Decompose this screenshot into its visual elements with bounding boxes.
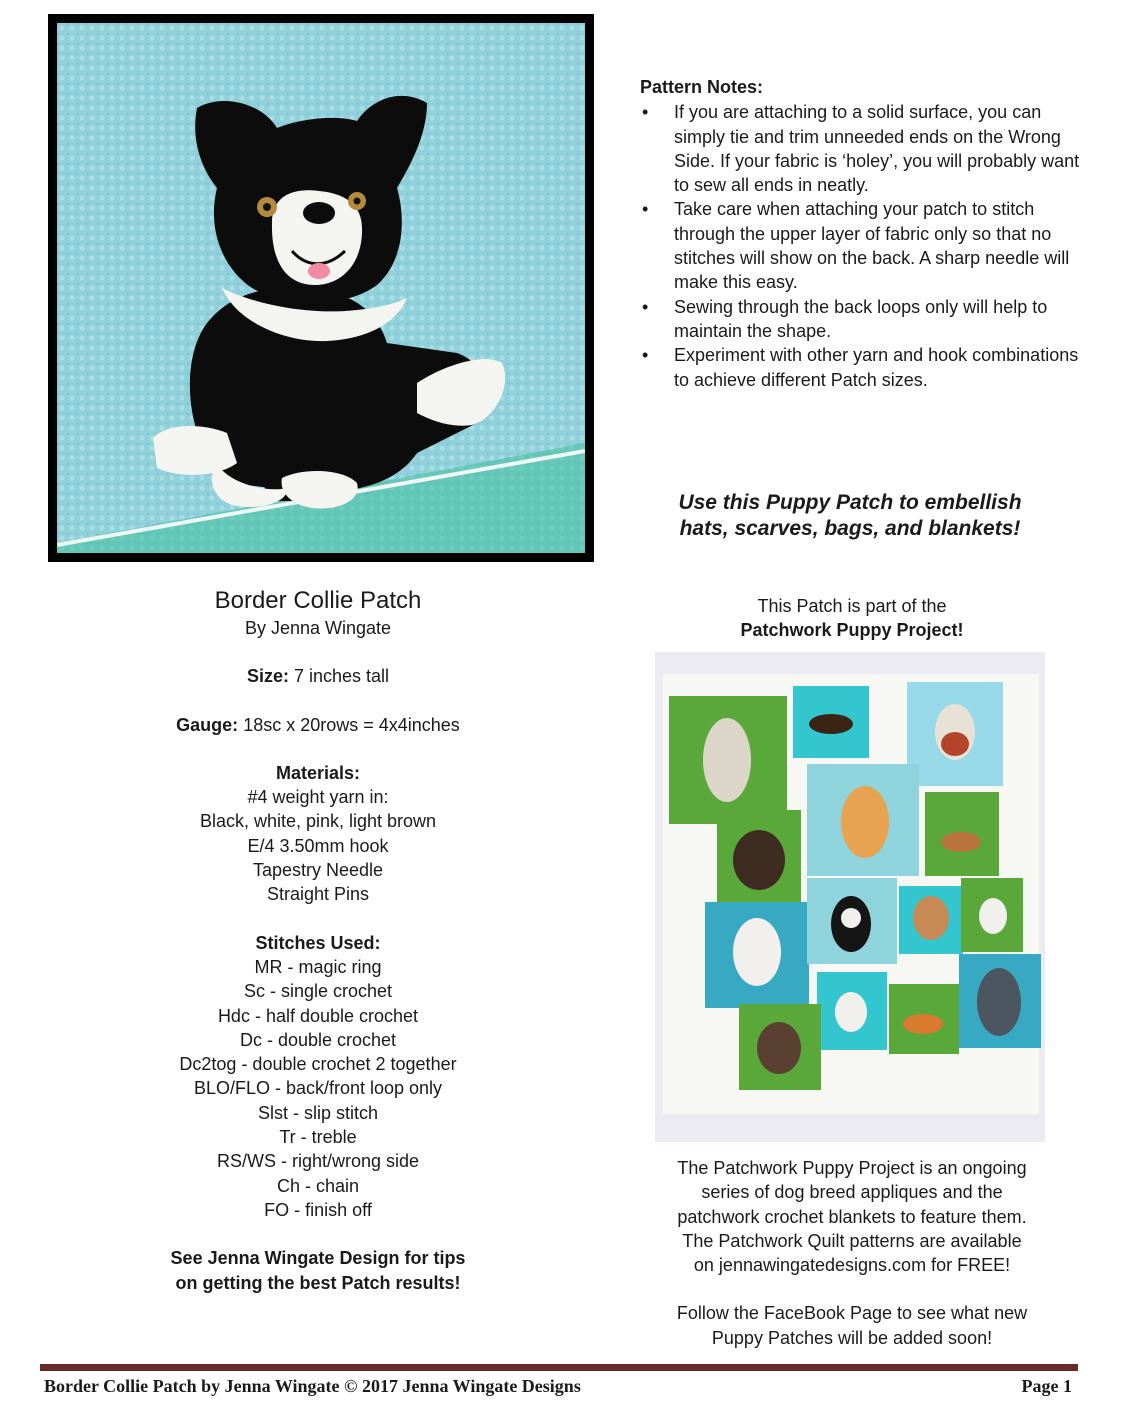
tips-line: on getting the best Patch results! — [175, 1272, 461, 1293]
description-line: series of dog breed appliques and the — [701, 1182, 1003, 1203]
stitch-item: Sc - single crochet — [243, 981, 393, 1002]
stitch-item: Dc - double crochet — [239, 1029, 397, 1050]
size-label: Size: — [246, 666, 289, 687]
size-line — [100, 664, 536, 688]
list-item: • Experiment with other yarn and hook combinations to achieve different Patch sizes. — [640, 343, 1080, 392]
materials-item: Tapestry Needle — [252, 860, 384, 881]
stitch-item: Tr - treble — [279, 1127, 357, 1148]
stitch-item: Dc2tog - double crochet 2 together — [179, 1054, 457, 1075]
project-name: Patchwork Puppy Project! — [740, 620, 964, 641]
pattern-info — [100, 586, 536, 1295]
tips-line: See Jenna Wingate Design for tips — [170, 1248, 466, 1269]
materials-heading: Materials: — [275, 762, 361, 783]
list-item: • If you are attaching to a solid surface, you can simply tie and trim unneeded ends on the Wrong Side. If your fabric is ‘holey’, you will probably want to sew all ends in neatly. — [640, 100, 1080, 197]
pattern-notes — [640, 75, 1080, 392]
pattern-notes-list — [640, 100, 1080, 392]
blanket-illustration — [655, 652, 1045, 1142]
project-description — [636, 1156, 1068, 1350]
description-line: The Patchwork Quilt patterns are available — [682, 1230, 1022, 1251]
project-heading — [636, 594, 1068, 643]
materials-item: #4 weight yarn in: — [247, 787, 389, 808]
stitch-item: Slst - slip stitch — [257, 1102, 379, 1123]
stitches-heading: Stitches Used: — [255, 932, 381, 953]
project-intro: This Patch is part of the — [757, 596, 947, 616]
border-collie-illustration — [57, 23, 585, 553]
follow-line: Follow the FaceBook Page to see what new — [676, 1303, 1028, 1324]
list-item: • Sewing through the back loops only will help to maintain the shape. — [640, 295, 1080, 344]
promo-line: Use this Puppy Patch to embellish — [678, 491, 1022, 514]
stitch-item: RS/WS - right/wrong side — [216, 1151, 420, 1172]
materials-item: E/4 3.50mm hook — [247, 835, 389, 856]
promo-text — [640, 490, 1060, 542]
border-collie-photo — [48, 14, 594, 562]
follow-line: Puppy Patches will be added soon! — [711, 1327, 993, 1348]
list-item: • Take care when attaching your patch to stitch through the upper layer of fabric only so that no stitches will show on the back. A sharp needle will make this easy. — [640, 197, 1080, 294]
stitch-item: BLO/FLO - back/front loop only — [193, 1078, 443, 1099]
materials-item: Straight Pins — [266, 884, 370, 905]
stitch-item: FO - finish off — [264, 1199, 372, 1220]
gauge-value: 18sc x 20rows = 4x4inches — [238, 714, 460, 735]
byline: By Jenna Wingate — [244, 618, 392, 638]
stitch-item: Hdc - half double crochet — [217, 1005, 419, 1026]
description-line: on jennawingatedesigns.com for FREE! — [693, 1255, 1011, 1276]
description-line: patchwork crochet blankets to feature them. — [677, 1206, 1027, 1227]
gauge-line — [100, 713, 536, 737]
promo-line: hats, scarves, bags, and blankets! — [679, 517, 1021, 540]
page-number: Page 1 — [1021, 1376, 1072, 1396]
pattern-notes-heading: Pattern Notes: — [640, 77, 764, 97]
footer-credit: Border Collie Patch by Jenna Wingate © 2017 Jenna Wingate Designs — [44, 1376, 581, 1396]
stitch-item: MR - magic ring — [254, 956, 382, 977]
page-title: Border Collie Patch — [214, 587, 422, 614]
footer-rule — [40, 1364, 1078, 1371]
size-value: 7 inches tall — [288, 666, 390, 687]
patchwork-blanket-photo — [655, 652, 1045, 1142]
materials-item: Black, white, pink, light brown — [199, 811, 437, 832]
description-line: The Patchwork Puppy Project is an ongoing — [677, 1158, 1027, 1178]
gauge-label: Gauge: — [176, 714, 239, 735]
footer — [44, 1376, 1074, 1397]
stitch-item: Ch - chain — [276, 1175, 360, 1196]
